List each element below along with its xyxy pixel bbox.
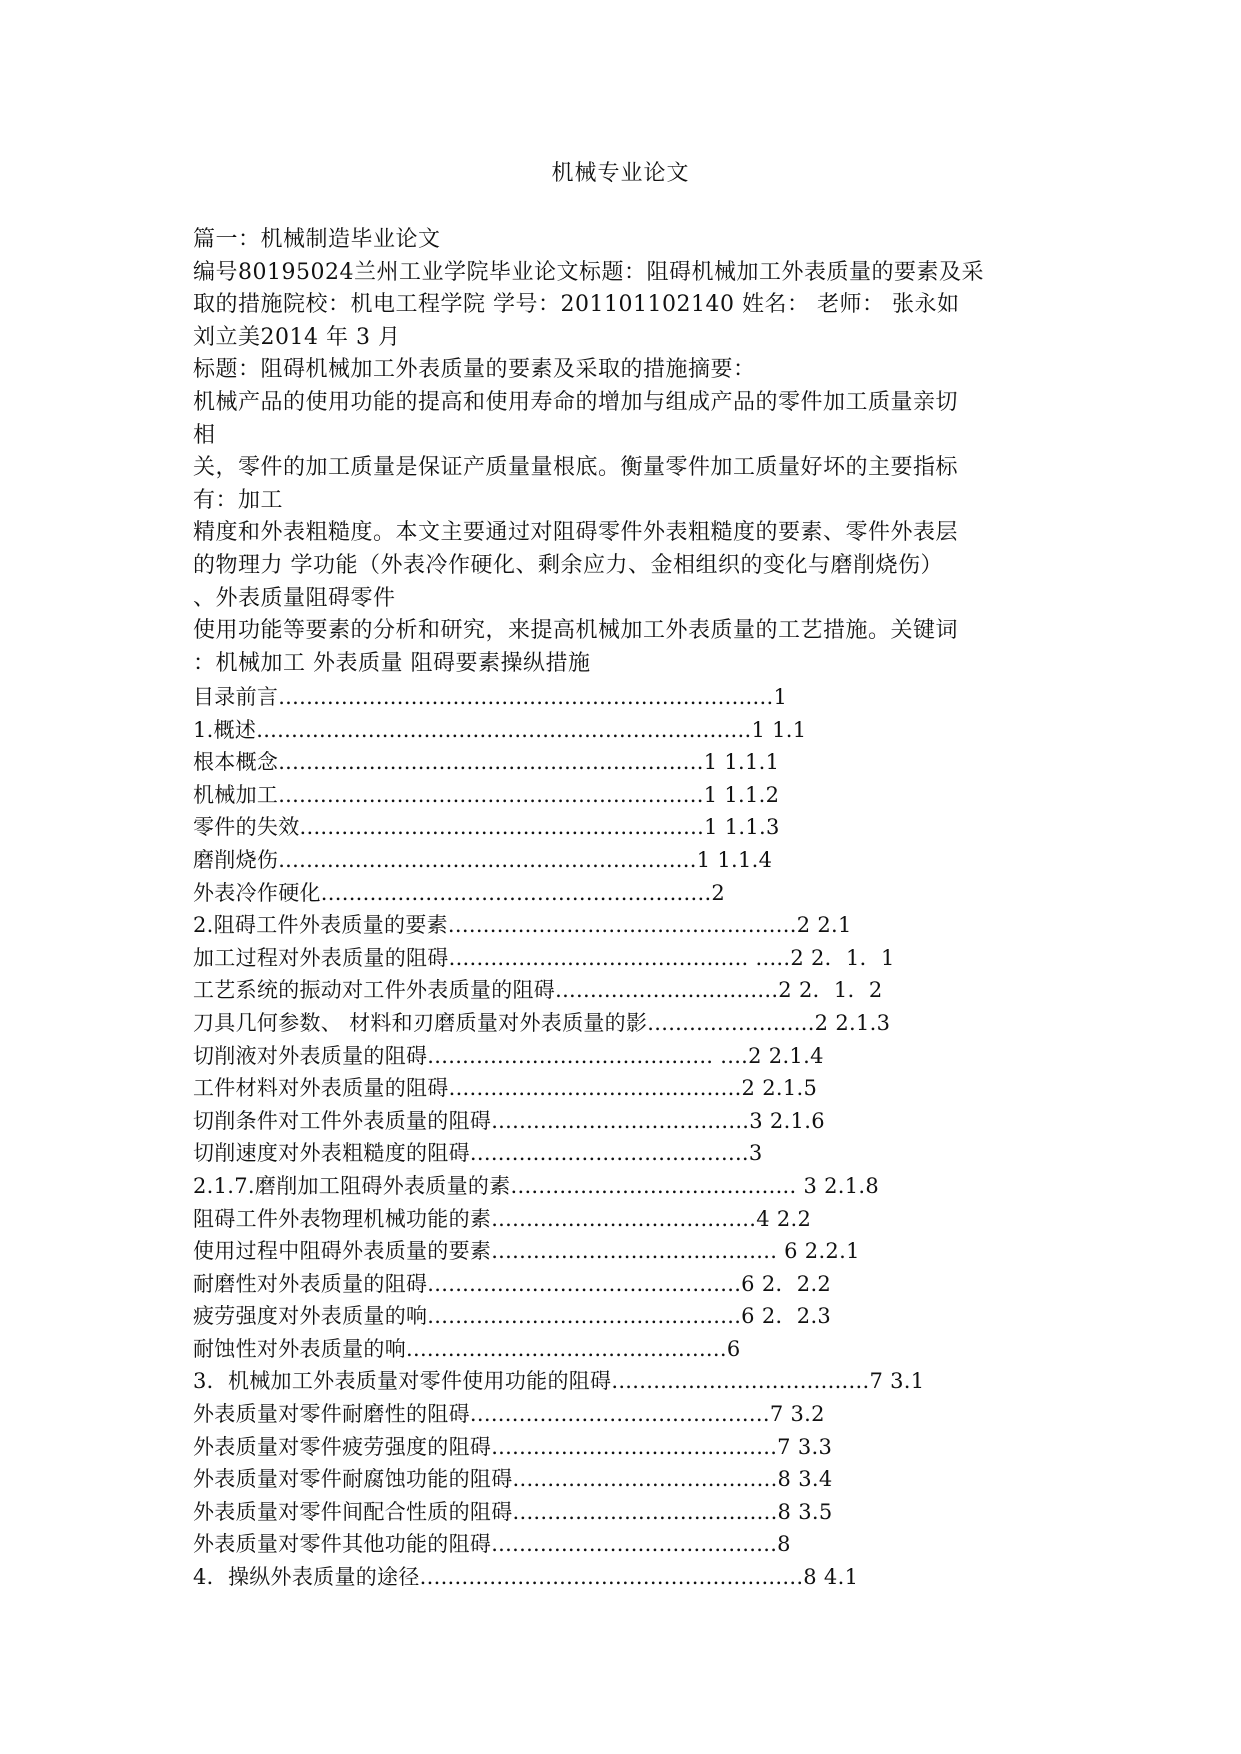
toc-entry: 外表质量对零件疲劳强度的阻碍.........................................7 3.3 — [193, 1434, 833, 1459]
body-line: 相 — [193, 422, 216, 448]
toc-entry: 外表冷作硬化........................................................2 — [193, 880, 726, 905]
toc-entry: 阻碍工件外表物理机械功能的素......................................4 2.2 — [193, 1206, 812, 1231]
toc-entry: 加工过程对外表质量的阻碍........................................... .....2 2．1．1 — [193, 945, 895, 970]
document-title: 机械专业论文 — [551, 161, 690, 186]
toc-entry: 刀具几何参数、 材料和刃磨质量对外表质量的影........................2 2.1.3 — [193, 1010, 891, 1035]
body-line: 编号80195024兰州工业学院毕业论文标题：阻碍机械加工外表质量的要素及采 — [193, 259, 984, 285]
toc-entry: 根本概念.............................................................1 1.1.1 — [193, 750, 780, 775]
toc-entry: 2.1.7.磨削加工阻碍外表质量的素......................................... 3 2.1.8 — [193, 1173, 880, 1198]
toc-entry: 使用过程中阻碍外表质量的要素......................................... 6 2.2.1 — [193, 1239, 860, 1264]
toc-entry: 耐磨性对外表质量的阻碍.............................................6 2．2.2 — [193, 1271, 832, 1296]
body-line: 机械产品的使用功能的提高和使用寿命的增加与组成产品的零件加工质量亲切 — [193, 389, 959, 415]
toc-entry: 耐蚀性对外表质量的响..............................................6 — [193, 1336, 741, 1361]
toc-entry: 外表质量对零件耐腐蚀功能的阻碍......................................8 3.4 — [193, 1467, 833, 1492]
toc-entry: 3．机械加工外表质量对零件使用功能的阻碍.....................................7 3.1 — [193, 1369, 925, 1394]
toc-entry: 工艺系统的振动对工件外表质量的阻碍................................2 2．1．2 — [193, 978, 883, 1003]
toc-entry: 外表质量对零件耐磨性的阻碍...........................................7 3.2 — [193, 1402, 825, 1427]
body-line: 、外表质量阻碍零件 — [193, 585, 396, 611]
body-line: 使用功能等要素的分析和研究，来提高机械加工外表质量的工艺措施。关键词 — [193, 618, 959, 644]
toc-entry: 2.阻碍工件外表质量的要素..................................................2 2.1 — [193, 913, 852, 938]
body-line: 篇一：机械制造毕业论文 — [193, 227, 441, 252]
toc-entry: 切削液对外表质量的阻碍......................................... ....2 2.1.4 — [193, 1043, 824, 1068]
table-of-contents — [193, 681, 1053, 1594]
toc-entry: 切削速度对外表粗糙度的阻碍........................................3 — [193, 1141, 763, 1166]
body-line: 标题：阻碍机械加工外表质量的要素及采取的措施摘要： — [193, 357, 756, 383]
body-line: 刘立美2014 年 3 月 — [193, 324, 401, 350]
toc-entry: 工件材料对外表质量的阻碍..........................................2 2.1.5 — [193, 1076, 818, 1101]
abstract-block — [193, 224, 1053, 680]
toc-entry: 切削条件对工件外表质量的阻碍.....................................3 2.1.6 — [193, 1108, 825, 1133]
toc-entry: 机械加工.............................................................1 1.1.2 — [193, 782, 780, 807]
body-line: 的物理力 学功能（外表冷作硬化、剩余应力、金相组织的变化与磨削烧伤） — [193, 552, 943, 578]
toc-entry: 零件的失效..........................................................1 1.1.3 — [193, 815, 780, 840]
toc-entry: 疲劳强度对外表质量的响.............................................6 2．2.3 — [193, 1304, 832, 1329]
body-line: 有：加工 — [193, 487, 284, 513]
body-line: ：机械加工 外表质量 阻碍要素操纵措施 — [193, 650, 591, 676]
body-line: 精度和外表粗糙度。本文主要通过对阻碍零件外表粗糙度的要素、零件外表层 — [193, 520, 959, 546]
toc-entry: 1.概述.......................................................................1 1.1 — [193, 717, 807, 742]
toc-entry: 目录前言.......................................................................1 — [193, 685, 788, 709]
body-line: 取的措施院校：机电工程学院 学号：201101102140 姓名： 老师： 张永如 — [193, 292, 960, 318]
toc-entry: 外表质量对零件其他功能的阻碍.........................................8 — [193, 1532, 791, 1557]
body-line: 关，零件的加工质量是保证产质量量根底。衡量零件加工质量好坏的主要指标 — [193, 455, 959, 481]
toc-entry: 外表质量对零件间配合性质的阻碍......................................8 3.5 — [193, 1499, 833, 1524]
toc-entry: 4．操纵外表质量的途径.......................................................8 4.1 — [193, 1565, 859, 1590]
toc-entry: 磨削烧伤............................................................1 1.1.4 — [193, 847, 773, 872]
